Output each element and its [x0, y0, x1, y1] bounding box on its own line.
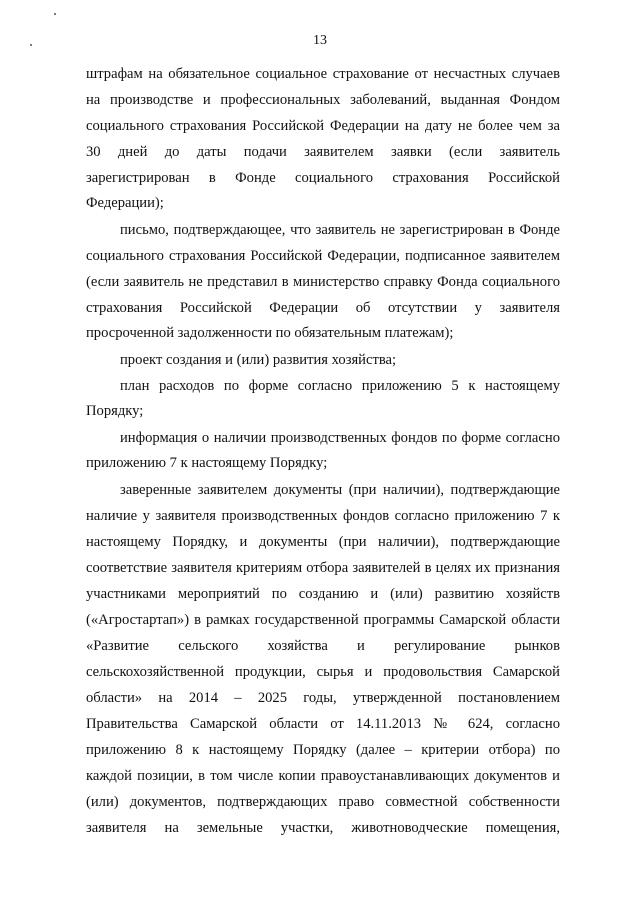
text-line: («Агростартап») в рамках государственной программы Самарской области [86, 612, 560, 628]
text-line: на производстве и профессиональных заболеваний, выданная Фондом [86, 92, 560, 108]
text-line: письмо, подтверждающее, что заявитель не зарегистрирован в Фонде [120, 222, 560, 238]
text-line: 30 дней до даты подачи заявителем заявки (если заявитель [86, 144, 560, 160]
text-line: приложению 7 к настоящему Порядку; [86, 455, 328, 471]
text-line: план расходов по форме согласно приложению 5 к настоящему [120, 378, 560, 394]
text-line: социального страхования Российской Федерации, подписанное заявителем [86, 248, 560, 264]
text-line: заявителя на земельные участки, животноводческие помещения, [86, 820, 560, 836]
text-line: социального страхования Российской Федерации на дату не более чем за [86, 118, 560, 134]
text-line: «Развитие сельского хозяйства и регулирование рынков [86, 638, 560, 654]
text-line: (или) документов, подтверждающих право совместной собственности [86, 794, 560, 810]
text-line: каждой позиции, в том числе копии правоустанавливающих документов и [86, 768, 560, 784]
text-line: соответствие заявителя критериям отбора заявителей в целях их признания [86, 560, 560, 576]
text-line: просроченной задолженности по обязательным платежам); [86, 325, 454, 341]
text-line: сельскохозяйственной продукции, сырья и продовольствия Самарской [86, 664, 560, 680]
text-line: приложению 8 к настоящему Порядку (далее – критерии отбора) по [86, 742, 560, 758]
text-line: наличие у заявителя производственных фондов согласно приложению 7 к [86, 508, 560, 524]
text-line: информация о наличии производственных фондов по форме согласно [120, 430, 560, 446]
text-line: штрафам на обязательное социальное страхование от несчастных случаев [86, 66, 560, 82]
text-line: страхования Российской Федерации об отсутствии у заявителя [86, 300, 560, 316]
text-line: Правительства Самарской области от 14.11.2013 № 624, согласно [86, 716, 560, 732]
scan-speck [54, 13, 56, 15]
text-line: Порядку; [86, 403, 144, 419]
text-line: участниками мероприятий по созданию и (или) развитию хозяйств [86, 586, 560, 602]
text-line: области» на 2014 – 2025 годы, утвержденной постановлением [86, 690, 560, 706]
text-line: заверенные заявителем документы (при наличии), подтверждающие [120, 482, 560, 498]
text-line: (если заявитель не представил в министерство справку Фонда социального [86, 274, 560, 290]
page-number: 13 [313, 33, 327, 48]
text-line: Федерации); [86, 195, 164, 211]
text-line: настоящему Порядку, и документы (при наличии), подтверждающие [86, 534, 560, 550]
text-line: проект создания и (или) развития хозяйства; [120, 352, 397, 368]
text-line: зарегистрирован в Фонде социального страхования Российской [86, 170, 560, 186]
